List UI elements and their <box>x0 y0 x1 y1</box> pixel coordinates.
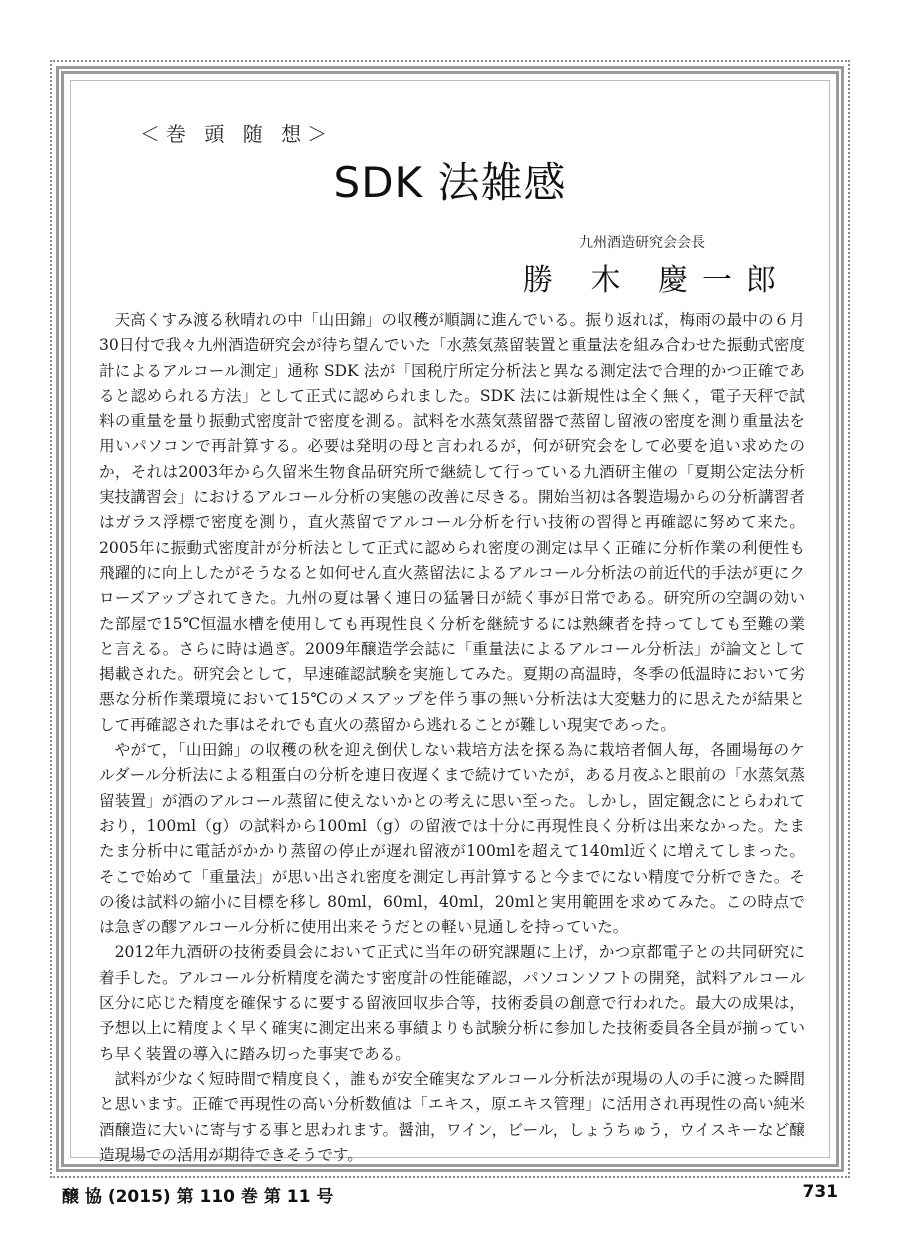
article-body <box>99 308 805 1168</box>
page-number: 731 <box>802 1182 838 1202</box>
author-affiliation: 九州酒造研究会会長 <box>579 235 705 251</box>
paragraph: 2012年九酒研の技術委員会において正式に当年の研究課題に上げ，かつ京都電子との共同研究に着手した。アルコール分析精度を満たす密度計の性能確認，パソコンソフトの開発，試料アルコール区分に応じた精度を確保するに要する留液回収歩合等，技術委員の創意で行われた。最大の成果は，予想以上に精度よく早く確実に測定出来る事績よりも試験分析に参加した技術委員各全員が揃っていち早く装置の導入に踏み切った事実である。 <box>99 943 805 1063</box>
paragraph: 天高くすみ渡る秋晴れの中「山田錦」の収穫が順調に進んでいる。振り返れば，梅雨の最中の６月30日付で我々九州酒造研究会が待ち望んでいた「水蒸気蒸留装置と重量法を組み合わせた振動式密度計によるアルコール測定」通称 SDK 法が「国税庁所定分析法と異なる測定法で合理的かつ正確であると認められる方法」として正式に認められました。SDK 法には新規性は全く無く，電子天秤で試料の重量を量り振動式密度計で密度を測る。試料を水蒸気蒸留器で蒸留し留液の密度を測り重量法を用いパソコンで再計算する。必要は発明の母と言われるが，何が研究会をして必要を追い求めたのか，それは2003年から久留米生物食品研究所で継続して行っている九酒研主催の「夏期公定法分析実技講習会」におけるアルコール分析の実態の改善に尽きる。開始当初は各製造場からの分析講習者はガラス浮標で密度を測り，直火蒸留でアルコール分析を行い技術の習得と再確認に努めて来た。2005年に振動式密度計が分析法として正式に認められ密度の測定は早く正確に分析作業の利便性も飛躍的に向上したがそうなると如何せん直火蒸留法によるアルコール分析法の前近代的手法が更にクローズアップされてきた。九州の夏は暑く連日の猛暑日が続く事が日常である。研究所の空調の効いた部屋で15℃恒温水槽を使用しても再現性良く分析を継続するには熟練者を持ってしても至難の業と言える。さらに時は過ぎ。2009年醸造学会誌に「重量法によるアルコール分析法」が論文として掲載された。研究会として，早速確認試験を実施してみた。夏期の高温時，冬季の低温時において劣悪な分析作業環境において15℃のメスアップを伴う事の無い分析法は大変魅力的に思えたが結果として再確認された事はそれでも直火の蒸留から逃れることが難しい現実であった。 <box>99 311 805 734</box>
author-name: 勝 木 慶一郎 <box>522 263 790 298</box>
journal-citation: 醸 協 (2015) 第 110 巻 第 11 号 <box>62 1187 334 1207</box>
column-series-label: ＜巻 頭 随 想＞ <box>140 122 334 146</box>
paragraph: 試料が少なく短時間で精度良く，誰もが安全確実なアルコール分析法が現場の人の手に渡った瞬間と思います。正確で再現性の高い分析数値は「エキス，原エキス管理」に活用され再現性の高い純米酒醸造に大いに寄与する事と思われます。醤油，ワイン，ビール，しょうちゅう，ウイスキーなど醸造現場での活用が期待できそうです。 <box>99 1069 805 1164</box>
article-title: SDK 法雑感 <box>333 158 567 207</box>
paragraph: やがて，「山田錦」の収穫の秋を迎え倒伏しない栽培方法を探る為に栽培者個人毎，各圃場毎のケルダール分析法による粗蛋白の分析を連日夜遅くまで続けていたが，ある月夜ふと眼前の「水蒸気蒸留装置」が酒のアルコール蒸留に使えないかとの考えに思い至った。しかし，固定観念にとらわれており，100ml（g）の試料から100ml（g）の留液では十分に再現性良く分析は出来なかった。たまたま分析中に電話がかかり蒸留の停止が遅れ留液が100mlを超えて140ml近くに増えてしまった。そこで始めて「重量法」が思い出され密度を測定し再計算すると今までにない精度で分析できた。その後は試料の縮小に目標を移し 80ml，60ml，40ml，20mlと実用範囲を求めてみた。この時点では急ぎの醪アルコール分析に使用出来そうだとの軽い見通しを持っていた。 <box>99 741 805 937</box>
